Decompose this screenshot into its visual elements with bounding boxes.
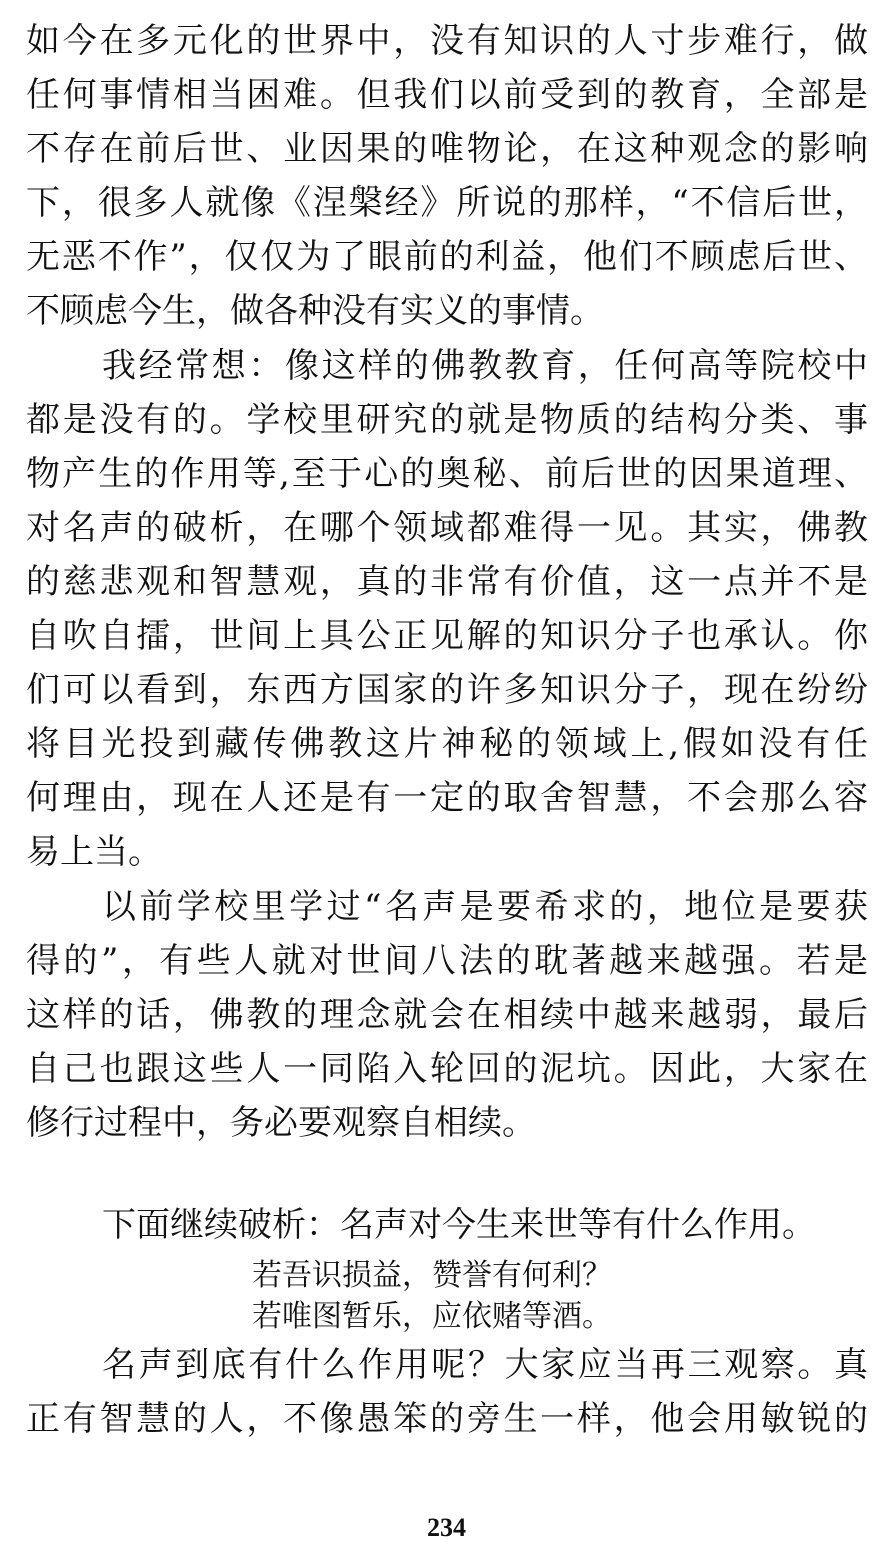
text-line: 易上当。 xyxy=(26,832,162,872)
text-line: 物产生的作用等,至于心的奥秘、前后世的因果道理、 xyxy=(26,454,868,494)
text-line: 得的”，有些人就对世间八法的耽著越来越强。若是 xyxy=(26,941,868,981)
text-line: 正有智慧的人，不像愚笨的旁生一样，他会用敏锐的 xyxy=(26,1399,868,1439)
text-line: 自己也跟这些人一同陷入轮回的泥坑。因此，大家在 xyxy=(26,1049,868,1089)
text-line: 都是没有的。学校里研究的就是物质的结构分类、事 xyxy=(26,400,868,440)
paragraph-4 xyxy=(26,1338,868,1446)
text-line: 不顾虑今生，做各种没有实义的事情。 xyxy=(26,291,604,331)
text-line: 任何事情相当困难。但我们以前受到的教育，全部是 xyxy=(26,75,868,115)
text-line: 如今在多元化的世界中，没有知识的人寸步难行，做 xyxy=(26,21,868,61)
page-number: 234 xyxy=(427,1513,466,1542)
paragraph-3 xyxy=(26,880,868,1150)
text-line: 下，很多人就像《涅槃经》所说的那样，“不信后世， xyxy=(26,183,868,223)
text-line: 不存在前后世、业因果的唯物论，在这种观念的影响 xyxy=(26,129,868,169)
section-heading: 下面继续破析：名声对今生来世等有什么作用。 xyxy=(102,1205,816,1245)
text-line: 以前学校里学过“名声是要希求的，地位是要获 xyxy=(102,887,868,927)
text-line: 的慈悲观和智慧观，真的非常有价值，这一点并不是 xyxy=(26,562,868,602)
text-line: 自吹自擂，世间上具公正见解的知识分子也承认。你 xyxy=(26,616,868,656)
text-line: 名声到底有什么作用呢？大家应当再三观察。真 xyxy=(102,1345,868,1385)
text-line: 我经常想：像这样的佛教教育，任何高等院校中 xyxy=(102,346,868,386)
text-line: 无恶不作”，仅仅为了眼前的利益，他们不顾虑后世、 xyxy=(26,237,868,277)
verse-line-1: 若吾识损益，赞誉有何利？ xyxy=(252,1258,612,1293)
text-line: 对名声的破析，在哪个领域都难得一见。其实，佛教 xyxy=(26,508,868,548)
text-line: 们可以看到，东西方国家的许多知识分子，现在纷纷 xyxy=(26,670,868,710)
paragraph-1 xyxy=(26,14,868,338)
verse-line-2: 若唯图暂乐，应依赌等酒。 xyxy=(252,1299,612,1334)
text-line: 修行过程中，务必要观察自相续。 xyxy=(26,1103,536,1143)
text-line: 何理由，现在人还是有一定的取舍智慧，不会那么容 xyxy=(26,778,868,818)
paragraph-2 xyxy=(26,339,868,879)
text-line: 这样的话，佛教的理念就会在相续中越来越弱，最后 xyxy=(26,995,868,1035)
text-line: 将目光投到藏传佛教这片神秘的领域上,假如没有任 xyxy=(26,724,868,764)
